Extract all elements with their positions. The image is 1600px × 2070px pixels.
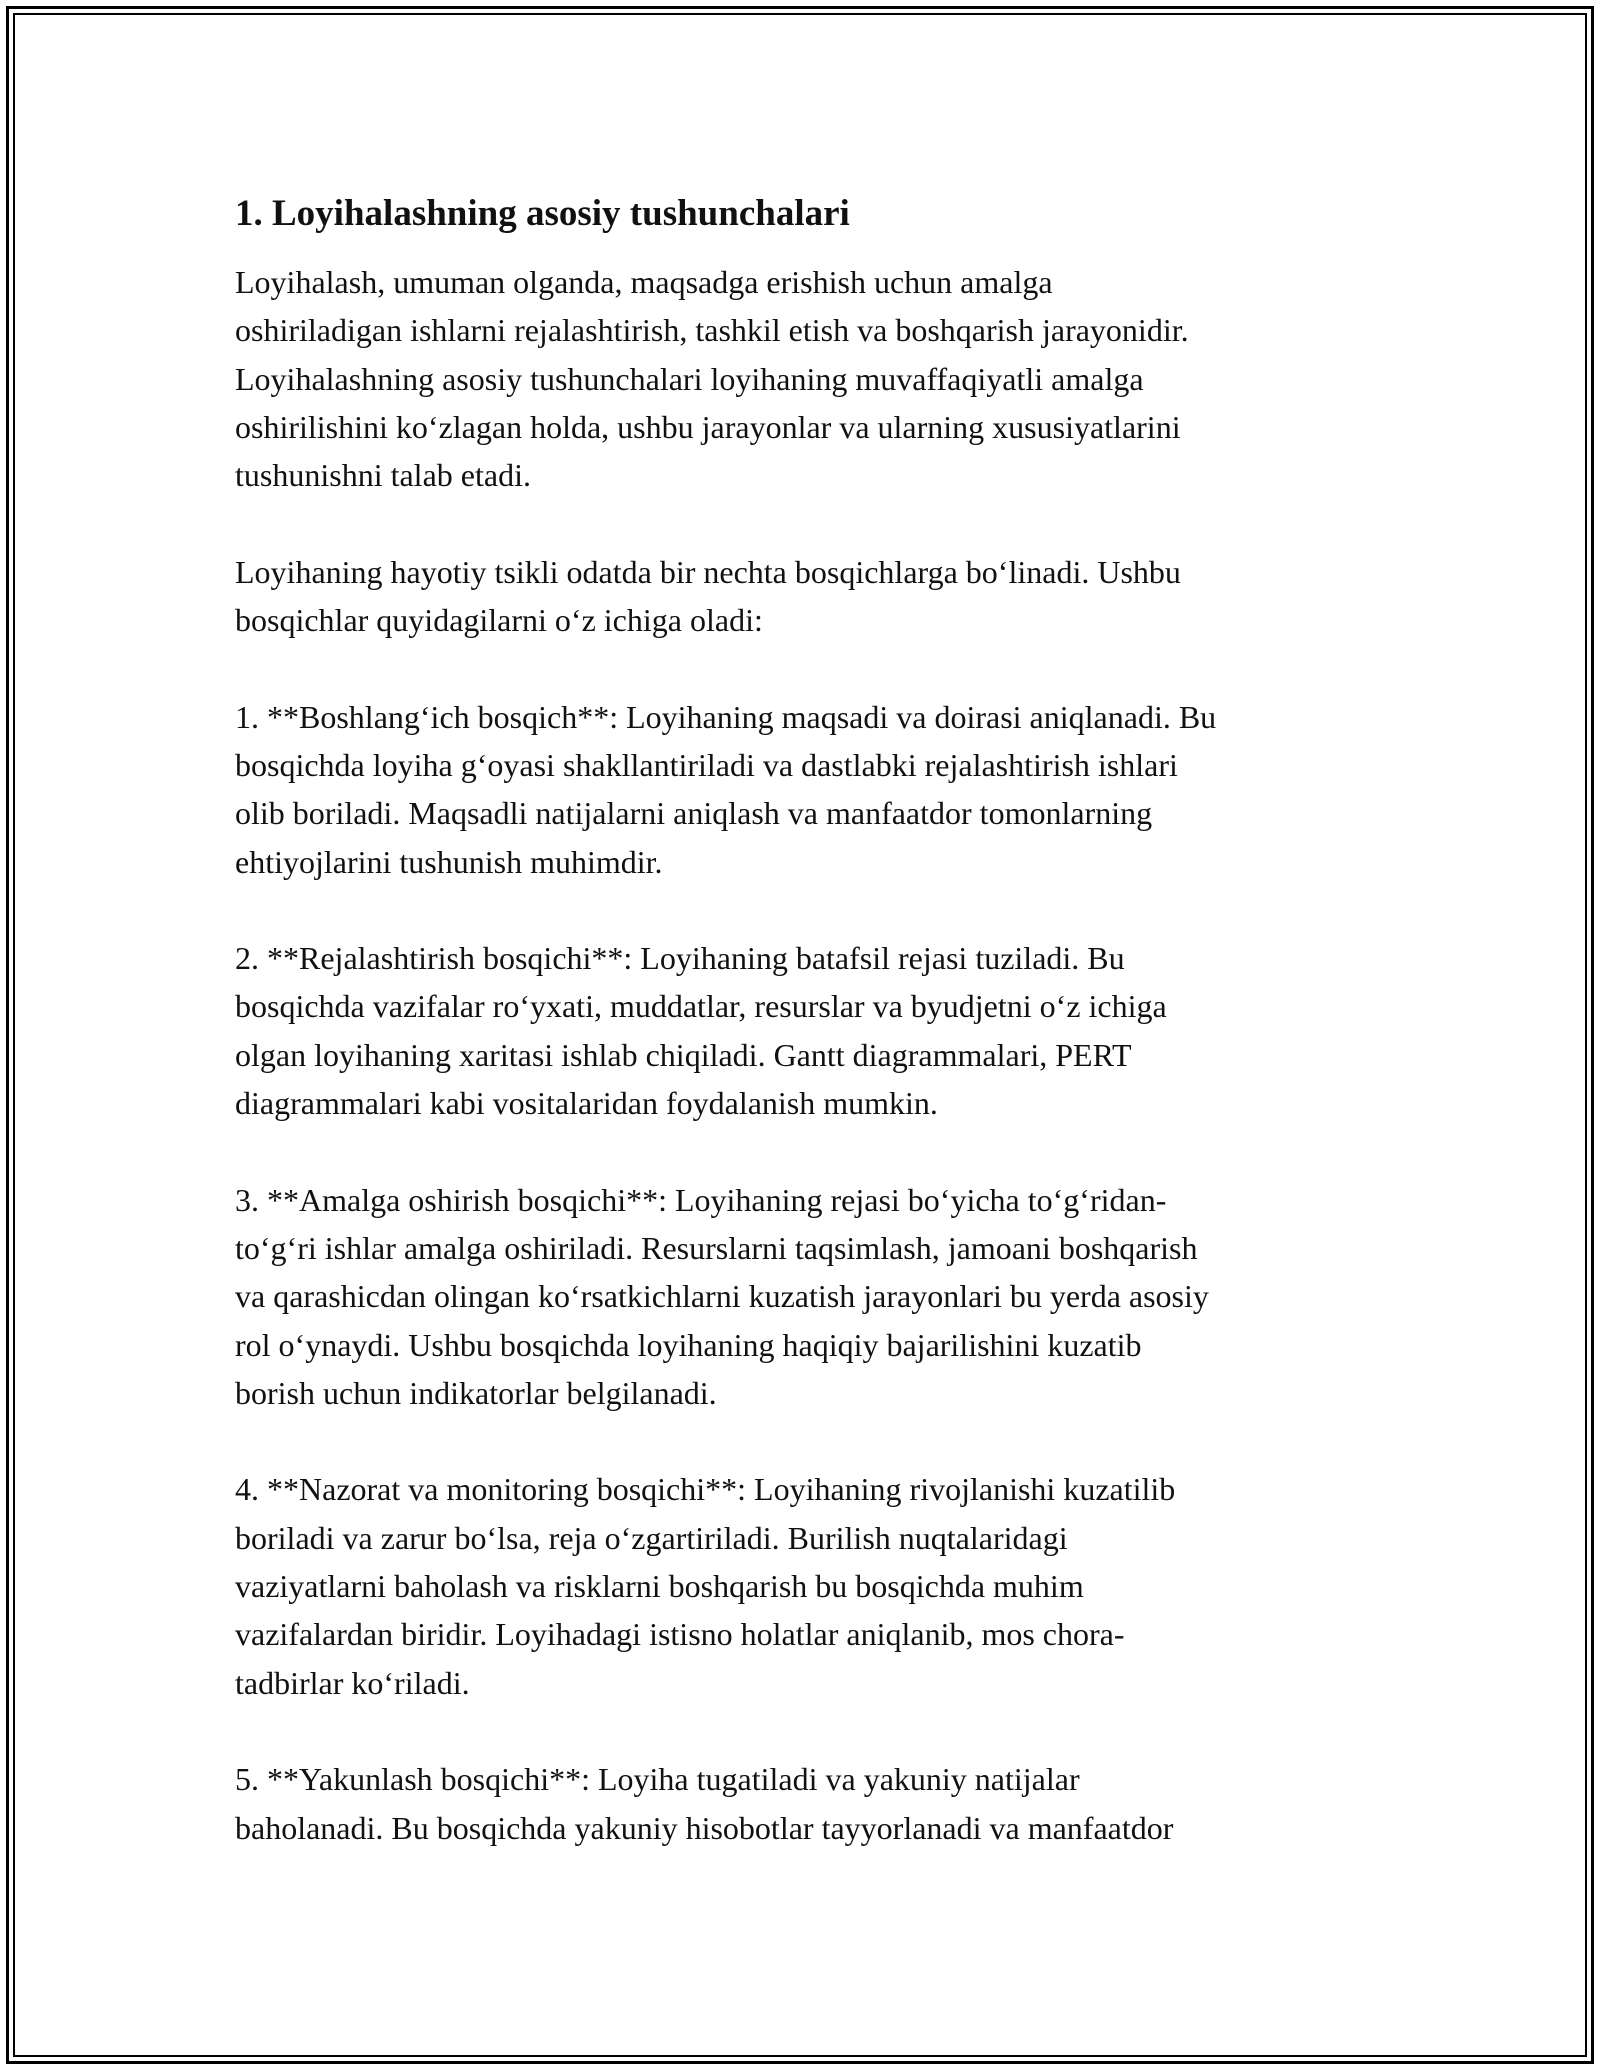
- text-line: olgan loyihaning xaritasi ishlab chiqiladi. Gantt diagrammalari, PERT: [235, 1036, 1132, 1073]
- document-page: [235, 180, 1375, 1900]
- text-line: 3. **Amalga oshirish bosqichi**: Loyihaning rejasi bo‘yicha to‘g‘ridan-: [235, 1181, 1167, 1218]
- text-line: 2. **Rejalashtirish bosqichi**: Loyihaning batafsil rejasi tuziladi. Bu: [235, 940, 1125, 977]
- text-line: ehtiyojlarini tushunish muhimdir.: [235, 843, 663, 880]
- text-line: Loyihalashning asosiy tushunchalari loyihaning muvaffaqiyatli amalga: [235, 360, 1144, 397]
- list-item-stage-1: [235, 693, 1375, 886]
- text-line: oshirilishini ko‘zlagan holda, ushbu jarayonlar va ularning xususiyatlarini: [235, 408, 1181, 445]
- text-line: to‘g‘ri ishlar amalga oshiriladi. Resurslarni taqsimlash, jamoani boshqarish: [235, 1229, 1198, 1266]
- list-item-stage-4: [235, 1465, 1375, 1706]
- list-item-stage-5: [235, 1755, 1375, 1852]
- text-line: 4. **Nazorat va monitoring bosqichi**: Loyihaning rivojlanishi kuzatilib: [235, 1471, 1176, 1508]
- list-item-stage-3: [235, 1176, 1375, 1417]
- text-line: Loyihalash, umuman olganda, maqsadga erishish uchun amalga: [235, 264, 1053, 300]
- text-line: boriladi va zarur bo‘lsa, reja o‘zgartiriladi. Burilish nuqtalaridagi: [235, 1519, 1068, 1556]
- text-line: borish uchun indikatorlar belgilanadi.: [235, 1374, 717, 1411]
- text-line: olib boriladi. Maqsadli natijalarni aniqlash va manfaatdor tomonlarning: [235, 795, 1153, 832]
- text-line: tushunishni talab etadi.: [235, 457, 531, 494]
- text-line: rol o‘ynaydi. Ushbu bosqichda loyihaning haqiqiy bajarilishini kuzatib: [235, 1326, 1142, 1363]
- paragraph-lifecycle: [235, 548, 1375, 645]
- paragraph-intro: [235, 258, 1375, 499]
- text-line: 1. **Boshlang‘ich bosqich**: Loyihaning maqsadi va doirasi aniqlanadi. Bu: [235, 698, 1217, 735]
- text-line: diagrammalari kabi vositalaridan foydalanish mumkin.: [235, 1085, 938, 1122]
- text-line: bosqichda loyiha g‘oyasi shakllantiriladi va dastlabki rejalashtirish ishlari: [235, 746, 1178, 783]
- text-line: 5. **Yakunlash bosqichi**: Loyiha tugatiladi va yakuniy natijalar: [235, 1761, 1080, 1798]
- text-line: Loyihaning hayotiy tsikli odatda bir nechta bosqichlarga bo‘linadi. Ushbu: [235, 553, 1181, 590]
- section-heading: 1. Loyihalashning asosiy tushunchalari: [235, 193, 850, 234]
- text-line: vazifalardan biridir. Loyihadagi istisno holatlar aniqlanib, mos chora-: [235, 1616, 1125, 1653]
- list-item-stage-2: [235, 934, 1375, 1127]
- text-line: tadbirlar ko‘riladi.: [235, 1664, 470, 1701]
- text-line: vaziyatlarni baholash va risklarni boshqarish bu bosqichda muhim: [235, 1568, 1084, 1605]
- text-line: va qarashicdan olingan ko‘rsatkichlarni kuzatish jarayonlari bu yerda asosiy: [235, 1278, 1209, 1315]
- text-line: bosqichda vazifalar ro‘yxati, muddatlar, resurslar va byudjetni o‘z ichiga: [235, 988, 1167, 1025]
- text-line: bosqichlar quyidagilarni o‘z ichiga oladi:: [235, 602, 763, 639]
- text-line: baholanadi. Bu bosqichda yakuniy hisobotlar tayyorlanadi va manfaatdor: [235, 1809, 1174, 1846]
- text-line: oshiriladigan ishlarni rejalashtirish, tashkil etish va boshqarish jarayonidir.: [235, 312, 1189, 349]
